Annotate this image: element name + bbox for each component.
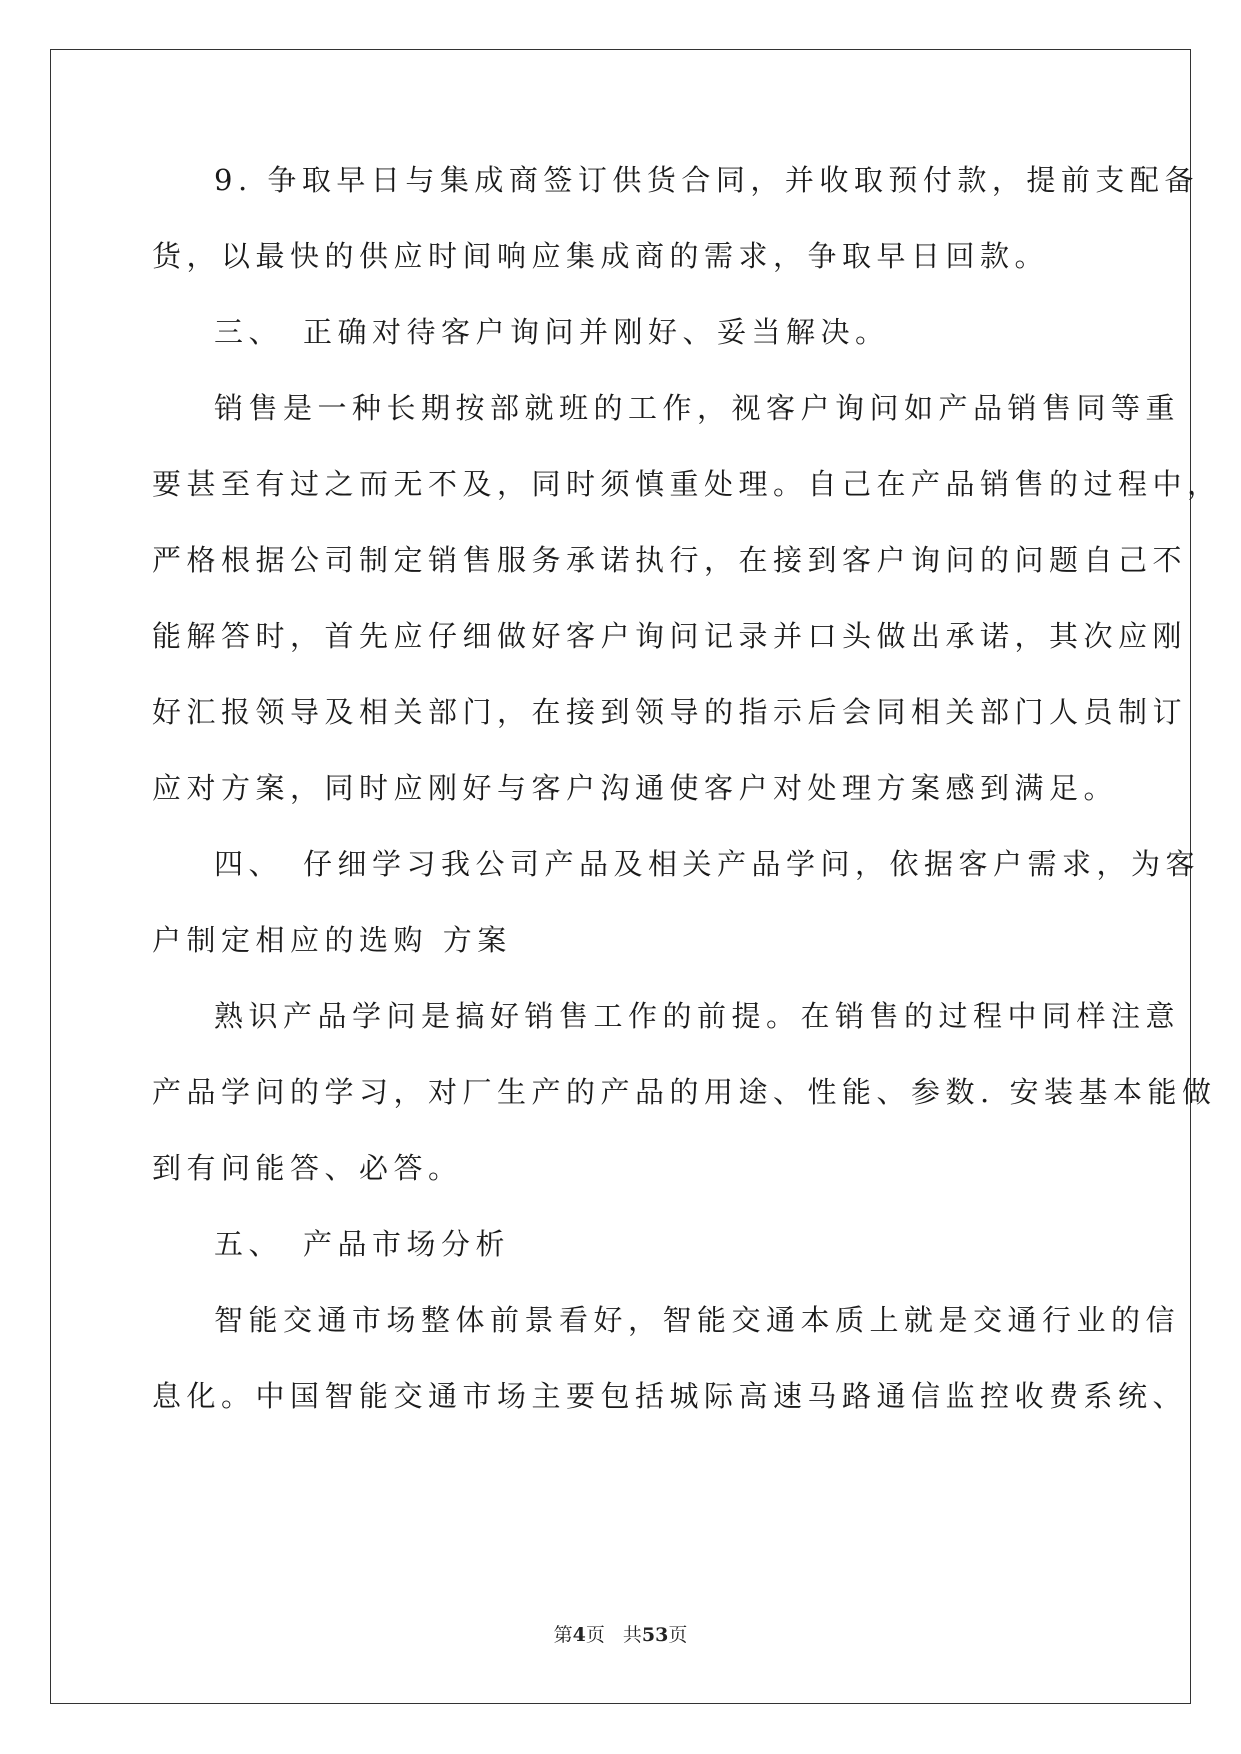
paragraph-line: 智能交通市场整体前景看好，智能交通本质上就是交通行业的信: [214, 1303, 1181, 1337]
paragraph-line: 产品学问的学习，对厂生产的产品的用途、性能、参数. 安装基本能做: [152, 1075, 1217, 1109]
section-heading: 三、 正确对待客户询问并刚好、妥当解决。: [214, 315, 890, 349]
total-pages: 53: [641, 1624, 669, 1646]
paragraph-line: 熟识产品学问是搞好销售工作的前提。在销售的过程中同样注意: [214, 999, 1181, 1033]
paragraph-line: 要甚至有过之而无不及，同时须慎重处理。自己在产品销售的过程中，: [152, 467, 1222, 501]
paragraph-line: 息化。中国智能交通市场主要包括城际高速马路通信监控收费系统、: [152, 1379, 1188, 1413]
page-suffix: 页: [585, 1624, 605, 1646]
paragraph-line: 到有问能答、必答。: [152, 1151, 463, 1185]
page-number: 4: [572, 1624, 586, 1646]
section-heading-continued: 户制定相应的选购 方案: [152, 923, 512, 957]
section-heading: 四、 仔细学习我公司产品及相关产品学问，依据客户需求，为客: [214, 847, 1201, 881]
total-prefix: 共: [622, 1624, 642, 1646]
paragraph-line: 销售是一种长期按部就班的工作，视客户询问如产品销售同等重: [214, 391, 1181, 425]
paragraph-line: 能解答时，首先应仔细做好客户询问记录并口头做出承诺，其次应刚: [152, 619, 1188, 653]
paragraph-line: 货，以最快的供应时间响应集成商的需求，争取早日回款。: [152, 239, 1050, 273]
page-footer: [0, 1620, 1241, 1647]
paragraph-line: 9. 争取早日与集成商签订供货合同，并收取预付款，提前支配备: [214, 163, 1199, 197]
page-prefix: 第: [553, 1624, 573, 1646]
section-heading: 五、 产品市场分析: [214, 1227, 511, 1261]
paragraph-line: 严格根据公司制定销售服务承诺执行，在接到客户询问的问题自己不: [152, 543, 1188, 577]
total-suffix: 页: [668, 1624, 688, 1646]
paragraph-line: 应对方案，同时应刚好与客户沟通使客户对处理方案感到满足。: [152, 771, 1119, 805]
paragraph-line: 好汇报领导及相关部门，在接到领导的指示后会同相关部门人员制订: [152, 695, 1188, 729]
